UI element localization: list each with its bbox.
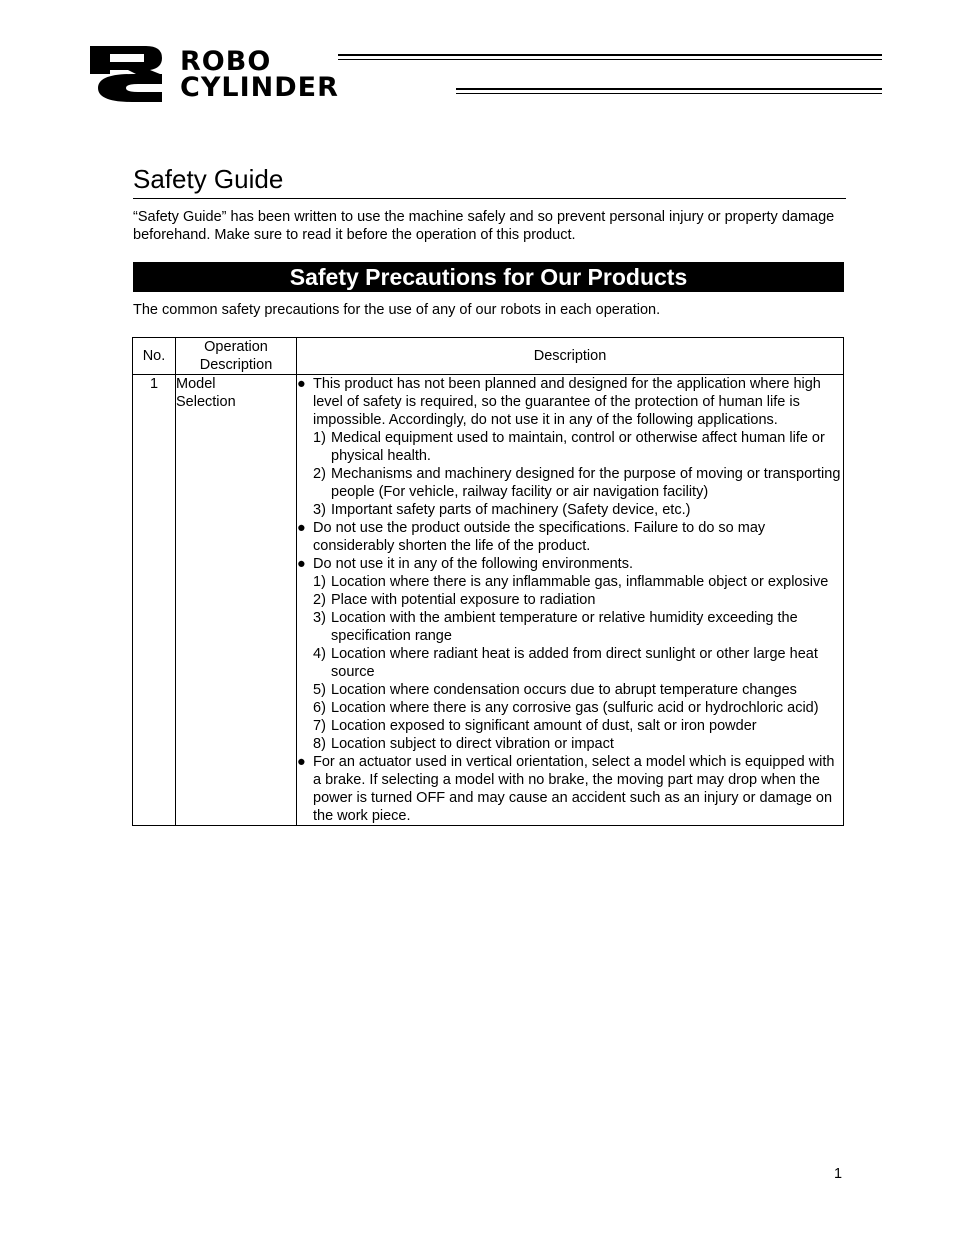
list-item-text: Mechanisms and machinery designed for the purpose of moving or transporting people (For vehicle, railway facility or air navigation facility) [331,466,841,500]
list-item-number: 6) [313,700,326,716]
list-item-number: 3) [313,502,326,518]
header-description: Description [297,338,844,375]
list-item [297,465,843,501]
bullet-dot: ● [297,520,306,536]
bullet-vertical-orientation [297,753,843,825]
bullet-specifications [297,519,843,555]
bullet-dot: ● [297,376,306,392]
header-operation [176,338,297,375]
common-precautions-text: The common safety precautions for the use of any of our robots in each operation. [133,302,661,318]
logo-line-cylinder: CYLINDER [180,72,339,103]
bullet-text: This product has not been planned and designed for the application where high level of safety is required, so the guarantee of the protection of human life is impossible. Accordingly, do not use it in any of the following applications. [313,376,821,428]
list-item [297,699,843,717]
applications-list [297,429,843,519]
section-banner: Safety Precautions for Our Products [133,262,844,292]
header-operation-line2: Description [199,357,273,373]
intro-paragraph: “Safety Guide” has been written to use the machine safely and so prevent personal injury or property damage beforehand. Make sure to read it before the operation of this product. [133,209,835,243]
safety-precautions-table [132,337,844,826]
table-header-row [133,338,844,375]
row-operation-line2: Selection [176,394,236,410]
bullet-applications [297,375,843,429]
list-item-text: Important safety parts of machinery (Safety device, etc.) [331,502,691,518]
logo-rule-bottom-thin [456,93,882,94]
list-item [297,591,843,609]
bullet-text: Do not use the product outside the specifications. Failure to do so may considerably shorten the life of the product. [313,520,766,554]
header-operation-line1: Operation [204,339,268,355]
list-item [297,735,843,753]
list-item-number: 7) [313,718,326,734]
row-operation [176,375,297,826]
row-operation-line1: Model [176,376,216,392]
page-title: Safety Guide [133,164,284,194]
list-item-text: Location with the ambient temperature or relative humidity exceeding the specification range [331,610,798,644]
list-item [297,717,843,735]
robo-cylinder-logo [88,44,888,104]
row-number: 1 [133,375,176,826]
bullet-environments [297,555,843,573]
list-item-text: Location subject to direct vibration or impact [331,736,614,752]
list-item-number: 1) [313,430,326,446]
list-item [297,573,843,591]
list-item-text: Location where radiant heat is added from direct sunlight or other large heat source [331,646,818,680]
list-item-text: Location exposed to significant amount of dust, salt or iron powder [331,718,757,734]
bullet-dot: ● [297,556,306,572]
list-item-text: Location where there is any corrosive gas (sulfuric acid or hydrochloric acid) [331,700,819,716]
list-item [297,429,843,465]
row-description [297,375,844,826]
list-item-number: 4) [313,646,326,662]
list-item-text: Medical equipment used to maintain, control or otherwise affect human life or physical health. [331,430,825,464]
title-divider [133,198,846,199]
list-item-number: 2) [313,466,326,482]
page-number: 1 [834,1166,843,1182]
list-item-number: 5) [313,682,326,698]
logo-rule-bottom [456,88,882,90]
logo-line-robo: ROBO [180,46,272,77]
list-item [297,681,843,699]
list-item-number: 1) [313,574,326,590]
bullet-text: For an actuator used in vertical orientation, select a model which is equipped with a brake. If selecting a model with no brake, the moving part may drop when the power is turned OFF and may cause an accident such as an injury or damage on the work piece. [313,754,835,824]
logo-rule-top [338,54,882,56]
table-row [133,375,844,826]
list-item [297,609,843,645]
list-item-number: 3) [313,610,326,626]
environments-list [297,573,843,753]
bullet-text: Do not use it in any of the following environments. [313,556,633,572]
logo-rule-top-thin [338,59,882,60]
list-item-number: 2) [313,592,326,608]
list-item [297,501,843,519]
bullet-dot: ● [297,754,306,770]
header-no: No. [133,338,176,375]
list-item-text: Place with potential exposure to radiation [331,592,596,608]
list-item-text: Location where condensation occurs due to abrupt temperature changes [331,682,797,698]
list-item [297,645,843,681]
list-item-text: Location where there is any inflammable gas, inflammable object or explosive [331,574,829,590]
rc-logo-icon [88,44,174,102]
list-item-number: 8) [313,736,326,752]
